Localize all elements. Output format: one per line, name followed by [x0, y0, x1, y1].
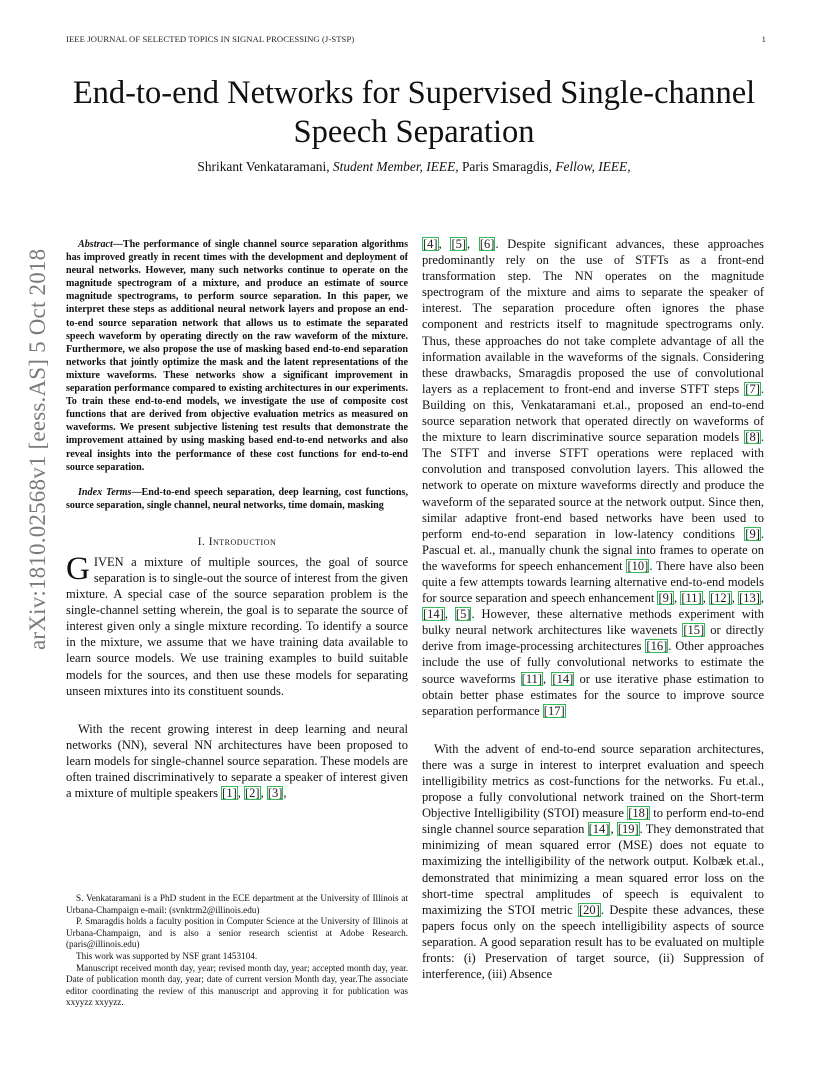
body-text: . Despite significant advances, these approaches predominantly rely on the use of STFTs as a front-end transformation step. The NN operates on the magnitude spectrogram of the mixture and aims to separate the speaker of interest. The separation procedure often ignores the phase component and restricts itself to magnitude spectrograms only. Thus, these approaches do not take complete advantage of all the information available in the waveforms of the signals. Considering these drawbacks, Smaragdis proposed the use of convolutional layers as a replacement to front-end and inverse STFT steps	[422, 237, 764, 396]
citation-link[interactable]: [19]	[617, 822, 639, 837]
body-text: . The STFT and inverse STFT operations were replaced with convolution and transposed convolution layers. This allowed the network to operate on mixture waveforms directly and produce the waveform of the separated source at the network output. Since then, similar adaptive front-end based networks have been used to perform end-to-end separation in low-latency conditions	[422, 430, 764, 541]
body-text: or use iterative phase estimation to obtain better phase estimates for the source to improve source separation performance	[422, 671, 764, 718]
intro-p2-text: With the recent growing interest in deep learning and neural networks (NN), several NN architectures have been proposed to learn models for single-channel source separation. These models are often trained discriminatively to separate a speaker of interest given a mixture of multiple speakers	[66, 721, 408, 801]
footnote-funding: This work was supported by NSF grant 1453104.	[76, 950, 258, 961]
body-text: . However, these alternative methods experiment with bulky neural network architectures like wavenets	[422, 607, 764, 638]
footnote-author-2: P. Smaragdis holds a faculty position in Computer Science at the University of Illinois at Urbana-Champaign, and is also a senior research scientist at Adobe Research. (paris@illinois.edu)	[66, 916, 408, 950]
author-2-name: Paris Smaragdis,	[461, 159, 552, 174]
citation-link[interactable]: [7]	[745, 381, 760, 396]
citation-link[interactable]: [5]	[451, 237, 467, 251]
page-number: 1	[761, 34, 766, 44]
journal-name: IEEE JOURNAL OF SELECTED TOPICS IN SIGNAL PROCESSING (J-STSP)	[66, 34, 355, 44]
citation-link[interactable]: [20]	[579, 902, 600, 917]
body-text: to perform end-to-end single channel source separation	[422, 806, 764, 837]
citation-link[interactable]: [6]	[479, 237, 495, 251]
citation-link[interactable]: [1]	[222, 786, 237, 801]
citation-link[interactable]: [14]	[588, 822, 610, 837]
intro-p1-text: IVEN a mixture of multiple sources, the goal of source separation is to single-out the source of interest from the given mixture. A special case of the source separation problem is the single-channel setting wherein, the goal is to separate the source of interest given only a single mixture recording. To identify a source in the mixture, we assume that we have training data available to learn source models. We use training examples to build suitable models for the sources, and then use these models for separating unseen mixtures into its constituent sounds.	[66, 554, 408, 698]
citation-link[interactable]: [9]	[745, 526, 760, 541]
footnotes	[66, 893, 408, 1009]
abstract	[66, 238, 408, 474]
citation-link[interactable]: [9]	[658, 591, 674, 606]
citation-link[interactable]: [14]	[423, 607, 444, 622]
author-line	[40, 159, 788, 175]
author-1-role: Student Member, IEEE,	[332, 159, 459, 174]
citation-link[interactable]: [13]	[739, 591, 760, 606]
right-paragraph-1: [4], [5], [6]. Despite significant advances, these approaches predominantly rely on the use of STFTs as a front-end transformation step. The NN operates on the magnitude spectrogram of the mixture and aims to separate the speaker of interest. The separation procedure often ignores the phase component and restricts itself to magnitude spectrograms only. Thus, these approaches do not take complete advantage of all the information available in the waveforms of the signals. Considering these drawbacks, Smaragdis proposed the use of convolutional layers as a replacement to front-end and inverse STFT steps [7]. Building on this, Venkataramani et.al., proposed an end-to-end source separation network that operated directly on waveforms of the mixture to learn discriminative source separation models [8]. The STFT and inverse STFT operations were replaced with convolution and transposed convolution layers. This allowed the network to operate on mixture waveforms directly and produce the waveform of the separated source at the network output. Since then, similar adaptive front-end based networks have been used to perform end-to-end separation in low-latency conditions [9]. Pascual et. al., manually chunk the signal into frames to operate on the waveforms for speech enhancement [10]. There have also been quite a few attempts towards learning alternative end-to-end models for source separation and speech enhancement [9], [11], [12], [13], [14], [5]. However, these alternative methods experiment with bulky neural network architectures like wavenets [15] or directly derive from image-processing architectures [16]. Other approaches include the use of fully convolutional networks to estimate the source waveforms [11], [14] or use iterative phase estimation to obtain better phase estimates for the source to improve source separation performance [17]	[422, 237, 765, 718]
citation-link[interactable]: [12]	[709, 591, 731, 606]
arxiv-identifier[interactable]: arXiv:1810.02568v1 [eess.AS] 5 Oct 2018	[25, 248, 50, 650]
index-terms-label: Index Terms	[78, 486, 132, 498]
citation-link[interactable]: [14]	[552, 671, 574, 686]
body-text: With the advent of end-to-end source separation architectures, there was a surge in interest to interpret evaluation and speech intelligibility metrics as cost-functions for the networks. Fu et.al., propose a fully convolutional network trained on the Short-term Objective Intelligibility (STOI) measure	[422, 741, 764, 821]
author-2-role: Fellow, IEEE,	[555, 159, 631, 174]
abstract-text: —The performance of single channel source separation algorithms has improved greatly in recent times with the development and deployment of neural networks. However, many such networks continue to operate on the magnitude spectrogram of a mixture, and produce an estimate of source magnitude spectrograms, to perform source separation. In this paper, we interpret these steps as additional neural network layers and propose an end-to-end source separation network that allows us to estimate the separated speech waveform by operating directly on the raw waveform of the mixture. Furthermore, we also propose the use of masking based end-to-end separation networks that jointly optimize the mask and the latent representations of the mixture waveforms. These networks show a significant improvement in separation performance compared to existing architectures in our experiments. To train these end-to-end models, we investigate the use of composite cost functions that are derived from objective evaluation metrics as measured on waveforms. We present subjective listening test results that demonstrate the improvement attained by using masking based end-to-end networks and also reveal insights into the performance of these cost functions for end-to-end source separation.	[66, 239, 408, 473]
body-text: . Pascual et. al., manually chunk the signal into frames to operate on the waveforms for speech enhancement	[422, 526, 764, 573]
body-text: . There have also been quite a few attempts towards learning alternative end-to-end models for source separation and speech enhancement	[422, 558, 765, 606]
body-text: . Other approaches include the use of fully convolutional networks to estimate the source waveforms	[422, 639, 764, 686]
left-column	[66, 238, 408, 801]
index-terms	[66, 486, 408, 512]
body-text: . Building on this, Venkataramani et.al., proposed an end-to-end source separation network that operated directly on waveforms of the mixture to learn discriminative source separation models	[422, 381, 764, 445]
citation-link[interactable]: [17]	[543, 703, 565, 718]
body-text: . Despite these advances, these papers focus only on the speech intelligibility aspects of source separation. A good separation result has to be evaluated on multiple fronts: (i) Preservation of target source, (ii) Suppression of interference, (iii) Absence	[422, 902, 764, 982]
footnote-manuscript: Manuscript received month day, year; revised month day, year; accepted month day, year. Date of publication month day, year; date of current version Month day, year.The associate editor coordinating the review of this manuscript and approving it for publication was xxyyzz xxyyzz.	[66, 962, 408, 1008]
drop-cap: G	[66, 550, 90, 587]
right-paragraph-2: With the advent of end-to-end source separation architectures, there was a surge in interest to interpret evaluation and speech intelligibility metrics as cost-functions for the networks. Fu et.al., propose a fully convolutional network trained on the Short-term Objective Intelligibility (STOI) measure [18] to perform end-to-end single channel source separation [14], [19]. They demonstrated that minimizing of mean squared error (MSE) does not equate to maximizing the intelligibility of the network output. Kolbæk et.al., demonstrated that minimizing a mean squared error loss on the short-time spectral amplitudes of speech is equivalent to maximizing the STOI metric [20]. Despite these advances, these papers focus only on the speech intelligibility aspects of source separation. A good separation result has to be evaluated on multiple fronts: (i) Preservation of target source, (ii) Suppression of interference, (iii) Absence	[422, 741, 765, 982]
paper-title: End-to-end Networks for Supervised Single-channel Speech Separation	[72, 75, 756, 150]
citation-link[interactable]: [2]	[245, 786, 260, 801]
intro-paragraph-2: With the recent growing interest in deep learning and neural networks (NN), several NN architectures have been proposed to learn models for single-channel source separation. These models are often trained discriminatively to separate a speaker of interest given a mixture of multiple speakers [1], [2], [3],	[66, 721, 408, 801]
footnote-author-1: S. Venkataramani is a PhD student in the ECE department at the University of Illinois at Urbana-Champaign e-mail: (svnktrm2@illinois.edu)	[66, 893, 408, 915]
citation-link[interactable]: [8]	[745, 430, 760, 445]
right-column	[422, 236, 764, 982]
citation-link[interactable]: [18]	[628, 806, 650, 821]
citation-link[interactable]: [11]	[681, 591, 702, 606]
index-terms-text: —End-to-end speech separation, deep learning, cost functions, source separation, single channel, neural networks, time domain, masking	[66, 486, 408, 511]
citation-link[interactable]: [16]	[646, 639, 668, 654]
body-text: or directly derive from image-processing architectures	[422, 623, 764, 654]
intro-paragraph-1	[66, 550, 408, 699]
citation-link[interactable]: [15]	[683, 623, 705, 638]
section-heading-introduction: I. Introduction	[197, 535, 277, 548]
body-text: . They demonstrated that minimizing of mean squared error (MSE) does not equate to maximizing the intelligibility of the network output. Kolbæk et.al., demonstrated that minimizing a mean squared error loss on the short-time spectral amplitudes of speech is equivalent to maximizing the STOI metric	[422, 822, 765, 917]
citation-link[interactable]: [4]	[423, 237, 438, 251]
citation-link[interactable]: [11]	[521, 671, 543, 686]
running-header	[66, 34, 766, 48]
abstract-label: Abstract	[78, 239, 113, 250]
author-1-name: Shrikant Venkataramani,	[197, 159, 330, 174]
citation-link[interactable]: [10]	[627, 558, 649, 573]
citation-link[interactable]: [5]	[455, 607, 471, 622]
citation-link[interactable]: [3]	[267, 786, 283, 801]
